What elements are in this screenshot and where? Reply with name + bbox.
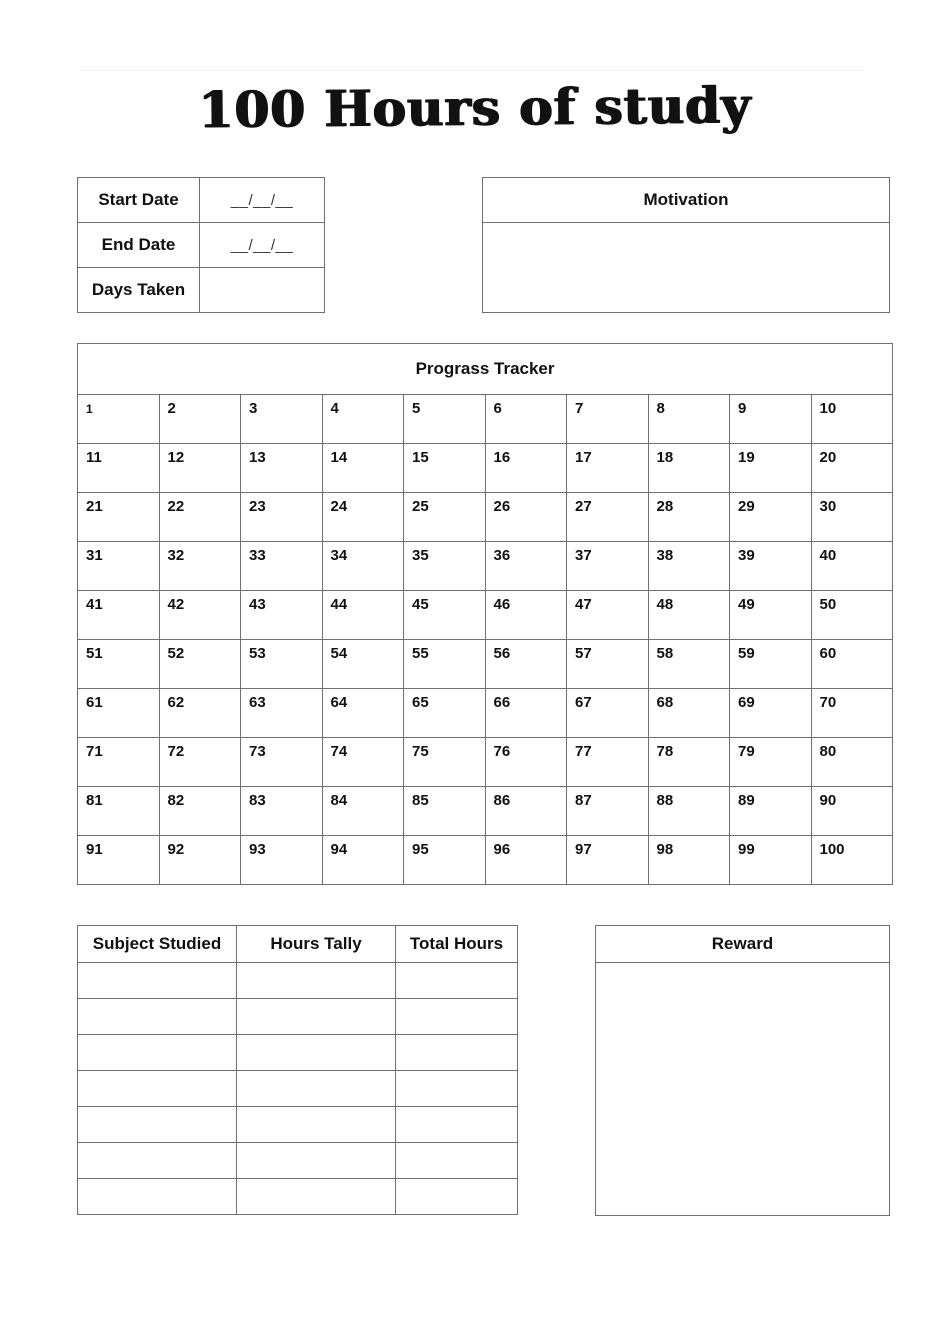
tracker-cell-94[interactable]: 94: [322, 836, 404, 885]
subject-studied-header: Subject Studied: [78, 926, 237, 963]
subject-cell[interactable]: [78, 1071, 237, 1107]
tracker-row: [78, 591, 893, 640]
tracker-cell-93[interactable]: 93: [241, 836, 323, 885]
tracker-cell-88[interactable]: 88: [648, 787, 730, 836]
tracker-cell-56[interactable]: 56: [485, 640, 567, 689]
tracker-cell-89[interactable]: 89: [730, 787, 812, 836]
date-info-table: [77, 177, 325, 313]
tracker-cell-3[interactable]: 3: [241, 395, 323, 444]
subjects-table: [77, 925, 518, 1215]
tracker-cell-59[interactable]: 59: [730, 640, 812, 689]
tracker-cell-12[interactable]: 12: [159, 444, 241, 493]
tracker-cell-10[interactable]: 10: [811, 395, 893, 444]
tracker-cell-9[interactable]: 9: [730, 395, 812, 444]
tracker-cell-1[interactable]: 1: [78, 395, 160, 444]
tracker-cell-74[interactable]: 74: [322, 738, 404, 787]
hours-tally-header: Hours Tally: [237, 926, 396, 963]
tracker-cell-61[interactable]: 61: [78, 689, 160, 738]
tracker-cell-52[interactable]: 52: [159, 640, 241, 689]
tracker-cell-64[interactable]: 64: [322, 689, 404, 738]
motivation-header: Motivation: [483, 178, 890, 223]
tracker-cell-67[interactable]: 67: [567, 689, 649, 738]
subject-row: [78, 1179, 518, 1215]
tracker-cell-72[interactable]: 72: [159, 738, 241, 787]
total-hours-cell[interactable]: [396, 1179, 518, 1215]
tracker-cell-70[interactable]: 70: [811, 689, 893, 738]
tracker-cell-47[interactable]: 47: [567, 591, 649, 640]
tracker-cell-46[interactable]: 46: [485, 591, 567, 640]
tracker-cell-44[interactable]: 44: [322, 591, 404, 640]
tracker-cell-41[interactable]: 41: [78, 591, 160, 640]
total-hours-cell[interactable]: [396, 1035, 518, 1071]
tracker-cell-78[interactable]: 78: [648, 738, 730, 787]
tracker-cell-16[interactable]: 16: [485, 444, 567, 493]
hours-tally-cell[interactable]: [237, 1035, 396, 1071]
tracker-cell-49[interactable]: 49: [730, 591, 812, 640]
reward-header: Reward: [596, 926, 890, 963]
tracker-cell-2[interactable]: 2: [159, 395, 241, 444]
tracker-cell-79[interactable]: 79: [730, 738, 812, 787]
hours-tally-cell[interactable]: [237, 1143, 396, 1179]
subject-row: [78, 1143, 518, 1179]
tracker-cell-82[interactable]: 82: [159, 787, 241, 836]
tracker-row: [78, 493, 893, 542]
tracker-cell-7[interactable]: 7: [567, 395, 649, 444]
days-taken-label: Days Taken: [78, 268, 200, 313]
tracker-cell-32[interactable]: 32: [159, 542, 241, 591]
tracker-cell-25[interactable]: 25: [404, 493, 486, 542]
tracker-row: [78, 689, 893, 738]
tracker-cell-80[interactable]: 80: [811, 738, 893, 787]
tracker-cell-38[interactable]: 38: [648, 542, 730, 591]
tracker-cell-91[interactable]: 91: [78, 836, 160, 885]
end-date-row: [78, 223, 325, 268]
hours-tally-cell[interactable]: [237, 1179, 396, 1215]
days-taken-row: [78, 268, 325, 313]
tracker-cell-53[interactable]: 53: [241, 640, 323, 689]
subject-cell[interactable]: [78, 1107, 237, 1143]
progress-tracker: [77, 343, 893, 885]
tracker-cell-42[interactable]: 42: [159, 591, 241, 640]
tracker-cell-13[interactable]: 13: [241, 444, 323, 493]
hours-tally-cell[interactable]: [237, 1107, 396, 1143]
end-date-label: End Date: [78, 223, 200, 268]
tracker-cell-73[interactable]: 73: [241, 738, 323, 787]
tracker-cell-40[interactable]: 40: [811, 542, 893, 591]
tracker-row: [78, 444, 893, 493]
page-title: 100 Hours of study: [198, 75, 752, 140]
tracker-cell-100[interactable]: 100: [811, 836, 893, 885]
tracker-row: [78, 640, 893, 689]
total-hours-cell[interactable]: [396, 1143, 518, 1179]
tracker-cell-68[interactable]: 68: [648, 689, 730, 738]
tracker-cell-18[interactable]: 18: [648, 444, 730, 493]
hours-tally-cell[interactable]: [237, 999, 396, 1035]
subject-row: [78, 1107, 518, 1143]
tracker-cell-26[interactable]: 26: [485, 493, 567, 542]
start-date-row: [78, 178, 325, 223]
total-hours-cell[interactable]: [396, 1107, 518, 1143]
subject-cell[interactable]: [78, 999, 237, 1035]
tracker-cell-55[interactable]: 55: [404, 640, 486, 689]
subject-cell[interactable]: [78, 963, 237, 999]
tracker-cell-21[interactable]: 21: [78, 493, 160, 542]
tracker-cell-86[interactable]: 86: [485, 787, 567, 836]
tracker-cell-29[interactable]: 29: [730, 493, 812, 542]
progress-tracker-header: Prograss Tracker: [78, 344, 893, 395]
tracker-cell-97[interactable]: 97: [567, 836, 649, 885]
tracker-cell-60[interactable]: 60: [811, 640, 893, 689]
tracker-cell-20[interactable]: 20: [811, 444, 893, 493]
days-taken-field[interactable]: [200, 268, 325, 313]
tracker-cell-92[interactable]: 92: [159, 836, 241, 885]
tracker-cell-37[interactable]: 37: [567, 542, 649, 591]
tracker-cell-58[interactable]: 58: [648, 640, 730, 689]
tracker-row: [78, 738, 893, 787]
subject-row: [78, 1035, 518, 1071]
tracker-row: [78, 836, 893, 885]
tracker-cell-65[interactable]: 65: [404, 689, 486, 738]
tracker-cell-71[interactable]: 71: [78, 738, 160, 787]
reward-box: [595, 925, 890, 1216]
tracker-cell-22[interactable]: 22: [159, 493, 241, 542]
tracker-cell-51[interactable]: 51: [78, 640, 160, 689]
tracker-cell-28[interactable]: 28: [648, 493, 730, 542]
tracker-cell-45[interactable]: 45: [404, 591, 486, 640]
subjects-header-row: [78, 926, 518, 963]
subject-cell[interactable]: [78, 1179, 237, 1215]
tracker-cell-35[interactable]: 35: [404, 542, 486, 591]
tracker-row: [78, 395, 893, 444]
tracker-cell-87[interactable]: 87: [567, 787, 649, 836]
tracker-cell-99[interactable]: 99: [730, 836, 812, 885]
tracker-cell-83[interactable]: 83: [241, 787, 323, 836]
tracker-cell-48[interactable]: 48: [648, 591, 730, 640]
tracker-cell-57[interactable]: 57: [567, 640, 649, 689]
tracker-cell-5[interactable]: 5: [404, 395, 486, 444]
tracker-cell-43[interactable]: 43: [241, 591, 323, 640]
tracker-cell-39[interactable]: 39: [730, 542, 812, 591]
tracker-cell-17[interactable]: 17: [567, 444, 649, 493]
tracker-cell-50[interactable]: 50: [811, 591, 893, 640]
subject-row: [78, 999, 518, 1035]
tracker-cell-98[interactable]: 98: [648, 836, 730, 885]
end-date-field[interactable]: __/__/__: [200, 223, 325, 268]
tracker-cell-85[interactable]: 85: [404, 787, 486, 836]
motivation-box: [482, 177, 890, 313]
tracker-cell-77[interactable]: 77: [567, 738, 649, 787]
start-date-field[interactable]: __/__/__: [200, 178, 325, 223]
tracker-cell-30[interactable]: 30: [811, 493, 893, 542]
tracker-cell-95[interactable]: 95: [404, 836, 486, 885]
tracker-row: [78, 787, 893, 836]
start-date-label: Start Date: [78, 178, 200, 223]
tracker-cell-24[interactable]: 24: [322, 493, 404, 542]
tracker-cell-6[interactable]: 6: [485, 395, 567, 444]
subject-row: [78, 1071, 518, 1107]
reward-field[interactable]: [596, 963, 890, 1216]
tracker-cell-36[interactable]: 36: [485, 542, 567, 591]
tracker-cell-96[interactable]: 96: [485, 836, 567, 885]
motivation-field[interactable]: [483, 223, 890, 313]
tracker-cell-54[interactable]: 54: [322, 640, 404, 689]
tracker-cell-62[interactable]: 62: [159, 689, 241, 738]
tracker-row: [78, 542, 893, 591]
subject-cell[interactable]: [78, 1143, 237, 1179]
tracker-cell-90[interactable]: 90: [811, 787, 893, 836]
tracker-cell-14[interactable]: 14: [322, 444, 404, 493]
tracker-cell-84[interactable]: 84: [322, 787, 404, 836]
tracker-cell-69[interactable]: 69: [730, 689, 812, 738]
tracker-cell-11[interactable]: 11: [78, 444, 160, 493]
tracker-cell-23[interactable]: 23: [241, 493, 323, 542]
tracker-cell-31[interactable]: 31: [78, 542, 160, 591]
hours-tally-cell[interactable]: [237, 1071, 396, 1107]
total-hours-cell[interactable]: [396, 999, 518, 1035]
tracker-cell-34[interactable]: 34: [322, 542, 404, 591]
total-hours-cell[interactable]: [396, 963, 518, 999]
total-hours-header: Total Hours: [396, 926, 518, 963]
tracker-cell-81[interactable]: 81: [78, 787, 160, 836]
subject-row: [78, 963, 518, 999]
tracker-cell-75[interactable]: 75: [404, 738, 486, 787]
top-divider: [80, 70, 865, 71]
hours-tally-cell[interactable]: [237, 963, 396, 999]
tracker-cell-66[interactable]: 66: [485, 689, 567, 738]
tracker-cell-15[interactable]: 15: [404, 444, 486, 493]
tracker-cell-63[interactable]: 63: [241, 689, 323, 738]
tracker-cell-33[interactable]: 33: [241, 542, 323, 591]
total-hours-cell[interactable]: [396, 1071, 518, 1107]
tracker-cell-4[interactable]: 4: [322, 395, 404, 444]
tracker-cell-27[interactable]: 27: [567, 493, 649, 542]
tracker-cell-19[interactable]: 19: [730, 444, 812, 493]
subject-cell[interactable]: [78, 1035, 237, 1071]
tracker-cell-8[interactable]: 8: [648, 395, 730, 444]
tracker-cell-76[interactable]: 76: [485, 738, 567, 787]
